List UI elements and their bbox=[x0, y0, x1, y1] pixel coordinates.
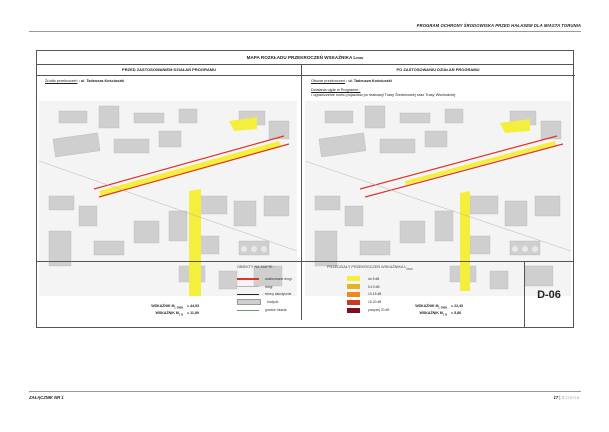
right-indicator-ldwn: = 22,40 bbox=[451, 304, 464, 308]
frame-title-main: MAPA ROZKŁADU PRZEKROCZEŃ WSKAŹNIKA L bbox=[246, 55, 357, 60]
footer-rule bbox=[29, 391, 581, 392]
frame-title bbox=[37, 51, 573, 65]
header-rule bbox=[29, 31, 581, 32]
legend-range-20plus: powyżej 20 dB bbox=[347, 306, 389, 314]
right-area-value: : ul. Tadeusza Kościuszki bbox=[346, 79, 392, 83]
page-number: 17 bbox=[553, 395, 559, 400]
left-indicators: WSKAŹNIK $M_{L DWN}= 44,93$ WSKAŹNIK $M_{L N}= 11,89$ bbox=[151, 304, 200, 317]
frame-title-sub: DWN bbox=[356, 55, 364, 60]
legend-ranges-title: PRZEDZIAŁY PRZEKROCZEŃ WSKAŹNIKA L bbox=[327, 265, 407, 269]
legend-range-list bbox=[347, 275, 389, 314]
right-actions-label: Działania ujęte w Programie : bbox=[311, 87, 361, 92]
footer-page bbox=[554, 395, 580, 400]
page-word: Strona bbox=[561, 395, 580, 400]
column-divider bbox=[301, 64, 302, 320]
legend-item-buildings: budynki bbox=[237, 298, 292, 306]
legend-range-0-5: do 5 dB bbox=[347, 275, 389, 283]
right-actions-item: ograniczenie ruchu pojazdów po realizacji Trasy Średnicowej oraz Trasy Wschodniej. bbox=[313, 93, 457, 97]
right-area-label: Obszar przekroczeń bbox=[311, 79, 345, 83]
left-source-label: Źródło przekroczeń bbox=[45, 79, 78, 83]
left-indicator-ln: = 11,89 bbox=[187, 310, 199, 315]
legend-item-roads: drogi bbox=[237, 283, 292, 291]
left-info bbox=[45, 79, 124, 85]
legend-ranges: PRZEDZIAŁY PRZEKROCZEŃ WSKAŹNIKA $L_{DWN}$ bbox=[327, 265, 413, 271]
right-indicators: WSKAŹNIK $M_{L DWN}= 22,40$ WSKAŹNIK $M_{L N}= 5,86$ bbox=[415, 304, 464, 317]
legend-objects bbox=[237, 265, 275, 272]
left-heading: PRZED ZASTOSOWANIEM DZIAŁAŃ PROGRAMU bbox=[37, 64, 302, 76]
right-heading: PO ZASTOSOWANIU DZIAŁAŃ PROGRAMU bbox=[301, 64, 575, 76]
legend-item-acoustic: strony akustyczne bbox=[237, 291, 292, 299]
legend-item-city-border: granice miasta bbox=[237, 306, 292, 314]
legend-objects-title: OBIEKTY NA MAPIE : bbox=[237, 265, 275, 269]
left-indicator-ldwn: = 44,93 bbox=[187, 304, 200, 308]
legend-separator bbox=[37, 261, 573, 262]
legend-range-5-10: 5-10 dB bbox=[347, 283, 389, 291]
sheet-code: D-06 bbox=[524, 261, 573, 328]
page-separator: | bbox=[559, 395, 561, 400]
legend-item-analyzed-roads: analizowane drogi bbox=[237, 275, 292, 283]
right-indicator-ln: = 5,86 bbox=[451, 310, 462, 315]
legend-range-15-20: 15-20 dB bbox=[347, 298, 389, 306]
legend-object-list bbox=[237, 275, 292, 314]
right-info: Obszar przekroczeń : ul. Tadeusza Kościuszki Działania ujęte w Programie : • ograniczenie ruchu pojazdów po realizacji Trasy Średnicowej oraz Trasy Wschodniej. bbox=[311, 79, 457, 97]
left-source-value: : ul. Tadeusza Kościuszki bbox=[78, 79, 125, 83]
document-header: PROGRAM OCHRONY ŚRODOWISKA PRZED HAŁASEM DLA MIASTA TORUNIA bbox=[416, 23, 581, 28]
footer-annex: ZAŁĄCZNIK NR 1 bbox=[29, 395, 64, 400]
map-frame bbox=[36, 50, 574, 328]
legend-range-10-15: 10-15 dB bbox=[347, 291, 389, 299]
